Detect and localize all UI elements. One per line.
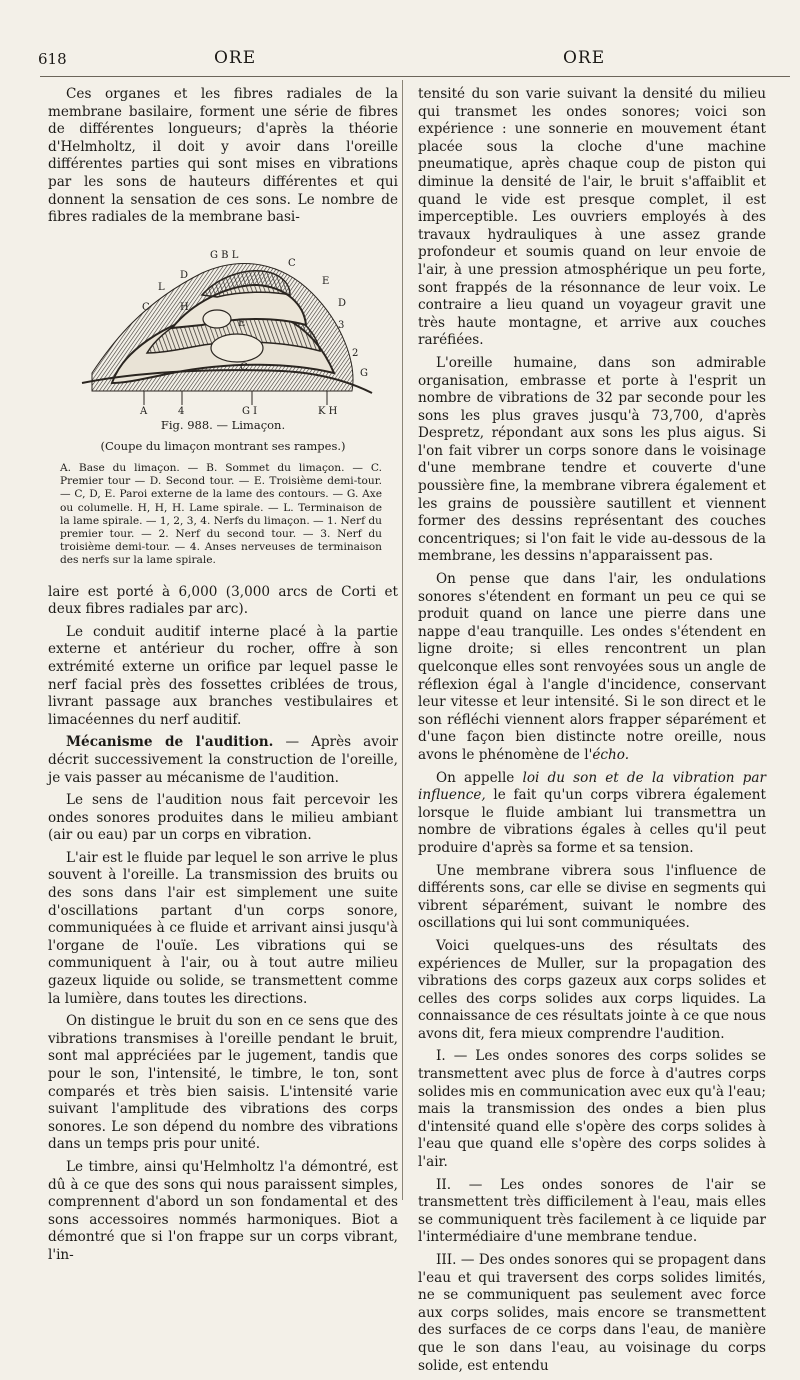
paragraph: III. — Des ondes sonores qui se propagent dans l'eau et qui traversent des corps solides limités, ne se communiquent pas seulement avec force aux corps solides, mais encore se transmettent des surfaces de ce corps dans l'eau, de manière que le son dans l'eau, au voisinage du corps solide, est entendu [418, 1252, 766, 1374]
paragraph: tensité du son varie suivant la densité du milieu qui transmet les ondes sonores; voici son expérience : une sonnerie en mouvement étant placée sous la cloche d'une machine pneumatique, après chaque coup de piston qui diminue la densité de l'air, le bruit s'affaiblit et quand le vide est presque complet, il est imperceptible. Les ouvriers employés à des travaux hydrauliques à une assez grande profondeur et soumis quand on leur envoie de l'air, à une pression atmosphérique un peu forte, sont frappés de la résonnance de leur voix. Le contraire a lieu quand un voyageur gravit une très haute montagne, et arrive aux couches raréfiées. [418, 86, 766, 349]
right-column [418, 86, 766, 1380]
figure-limacon [48, 233, 398, 568]
label-2: 2 [352, 347, 359, 359]
figure-legend: A. Base du limaçon. — B. Sommet du limaçon. — C. Premier tour — D. Second tour. — E. Troisième demi-tour. — C, D, E. Paroi externe de la lame des contours. — G. Axe ou columelle. H, H, H. Lame spirale. — L. Terminaison de la lame spirale. — 1, 2, 3, 4. Nerfs du limaçon. — 1. Nerf du premier tour. — 2. Nerf du second tour. — 3. Nerf du troisième demi-tour. — 4. Anses nerveuses de terminaison des nerfs sur la lame spirale. [60, 461, 382, 567]
section-heading: Mécanisme de l'audition. [66, 734, 274, 751]
label-gbl: G B L [210, 249, 239, 261]
running-head-left: ORE [214, 48, 257, 68]
paragraph-mecanisme [48, 734, 398, 787]
italic-term: loi du son et de la vibration par influence, [418, 769, 766, 804]
label-a: A [140, 405, 148, 417]
paragraph: Une membrane vibrera sous l'influence de différents sons, car elle se divise en segments qui vibrent séparément, suivant le nombre des oscillations qui lui sont communiquées. [418, 862, 766, 932]
paragraph-text: — Après avoir décrit successivement la construction de l'oreille, je vais passer au mécanisme de l'audition. [48, 734, 398, 786]
paragraph: L'air est le fluide par lequel le son arrive le plus souvent à l'oreille. La transmission des bruits ou des sons dans l'air est simplement une suite d'oscillations partant d'un corps sonore, communiquées à ce fluide et arrivant ainsi jusqu'à l'organe de l'ouïe. Les vibrations qui se communiquent à l'air, ou à tout autre milieu gazeux liquide ou solide, se transmettent comme la lumière, dans toutes les directions. [48, 849, 398, 1007]
paragraph-text: On appelle [436, 769, 523, 786]
left-column [48, 86, 398, 1270]
paragraph: Le timbre, ainsi qu'Helmholtz l'a démontré, est dû à ce que des sons qui nous paraissent simples, comprennent d'abord un son fondamental et des sons accessoires nommés harmoniques. Biot a démontré que si l'on frappe sur un corps vibrant, l'in- [48, 1158, 398, 1263]
label-d-right: D [338, 297, 347, 309]
figure-subcaption: (Coupe du limaçon montrant ses rampes.) [100, 439, 346, 454]
paragraph: Le sens de l'audition nous fait percevoir les ondes sonores produites dans le milieu ambiant (air ou eau) par un corps en vibration. [48, 792, 398, 844]
column-divider [402, 80, 403, 1200]
paragraph: I. — Les ondes sonores des corps solides se transmettent avec plus de force à d'autres corps solides mis en communication avec eux qu'à l'eau; mais la transmission des ondes a bien plus d'intensité quand elle s'opère des corps solides à l'eau que quand elle s'opère des corps solides à l'air. [418, 1048, 766, 1171]
limacon-illustration [52, 233, 394, 415]
figure-caption: Fig. 988. — Limaçon. [160, 417, 286, 432]
paragraph [418, 770, 766, 858]
label-3: 3 [338, 319, 345, 331]
paragraph [418, 571, 766, 765]
label-c-center: C [240, 361, 248, 373]
paragraph: L'oreille humaine, dans son admirable organisation, embrasse et porte à l'esprit un nombre de vibrations de 32 par seconde pour les sons les plus graves jusqu'à 73,700, d'après Despretz, répondant aux sons les plus aigus. Si l'on fait vibrer un corps sonore dans le voisinage d'une membrane tendre et couverte d'une poussière fine, la membrane vibrera également et les grains de poussière sautillent et viennent former des dessins représentant des couches concentriques; si l'on fait le vide au-dessous de la membrane, les dessins n'apparaissent pas. [418, 354, 766, 565]
label-gi: G I [242, 405, 258, 417]
label-kh: K H [318, 405, 338, 417]
label-e-center: E [238, 317, 246, 329]
header-rule [40, 76, 790, 77]
running-head-right: ORE [563, 48, 606, 68]
label-l: L [158, 281, 165, 293]
label-e: E [322, 275, 330, 287]
paragraph: Voici quelques-uns des résultats des expériences de Muller, sur la propagation des vibrations des corps gazeux aux corps solides et celles des corps solides aux corps liquides. La connaissance de ces résultats jointe à ce que nous avons dit, fera mieux comprendre l'audition. [418, 937, 766, 1042]
paragraph-text: On pense que dans l'air, les ondulations sonores s'étendent en formant un peu ce qui se produit quand on lance une pierre dans une nappe d'eau tranquille. Les ondes s'étendent en ligne droite; si elles rencontrent un plan quelconque elles sont renvoyées sous un angle de réflexion égal à l'angle d'incidence, conservant leur vitesse et leur intensité. Si le son direct et le son réfléchi viennent alors frapper séparément et d'une façon bien distincte notre oreille, nous avons le phénomène de l' [418, 571, 766, 763]
label-c-left: C [142, 301, 150, 313]
label-d-top: D [180, 269, 189, 281]
label-4: 4 [178, 405, 185, 417]
paragraph: laire est porté à 6,000 (3,000 arcs de Corti et deux fibres radiales par arc). [48, 583, 398, 618]
paragraph-text: le fait qu'un corps vibrera également lorsque le fluide ambiant lui transmettra un nombre de vibrations égales à celles qu'il peut produire d'après sa forme et sa tension. [418, 787, 766, 856]
italic-term: écho. [592, 746, 630, 763]
paragraph: On distingue le bruit du son en ce sens que des vibrations transmises à l'oreille pendant le bruit, sont mal appréciées par le jugement, tandis que pour le son, l'intensité, le timbre, le ton, sont comparés et très bien saisis. L'intensité varie suivant l'amplitude des vibrations des corps sonores. Le son dépend du nombre des vibrations dans un temps pris pour unité. [48, 1013, 398, 1153]
paragraph: Le conduit auditif interne placé à la partie externe et antérieur du rocher, offre à son extrémité externe un orifice par lequel passe le nerf facial près des fossettes criblées de trous, livrant passage aux branches vestibulaires et limacéennes du nerf auditif. [48, 623, 398, 728]
label-g: G [360, 367, 368, 379]
label-c-top: C [288, 257, 296, 269]
paragraph: Ces organes et les fibres radiales de la membrane basilaire, forment une série de fibres de différentes longueurs; d'après la théorie d'Helmholtz, il doit y avoir dans l'oreille différentes parties qui sont mises en vibrations par les sons de hauteurs différentes et qui donnent la sensation de ces sons. Le nombre de fibres radiales de la membrane basi- [48, 86, 398, 226]
page-number: 618 [38, 50, 67, 68]
label-h: H [180, 301, 189, 313]
paragraph: II. — Les ondes sonores de l'air se transmettent très difficilement à l'eau, mais elles se communiquent très facilement à ce liquide par l'intermédiaire d'une membrane tendue. [418, 1176, 766, 1246]
